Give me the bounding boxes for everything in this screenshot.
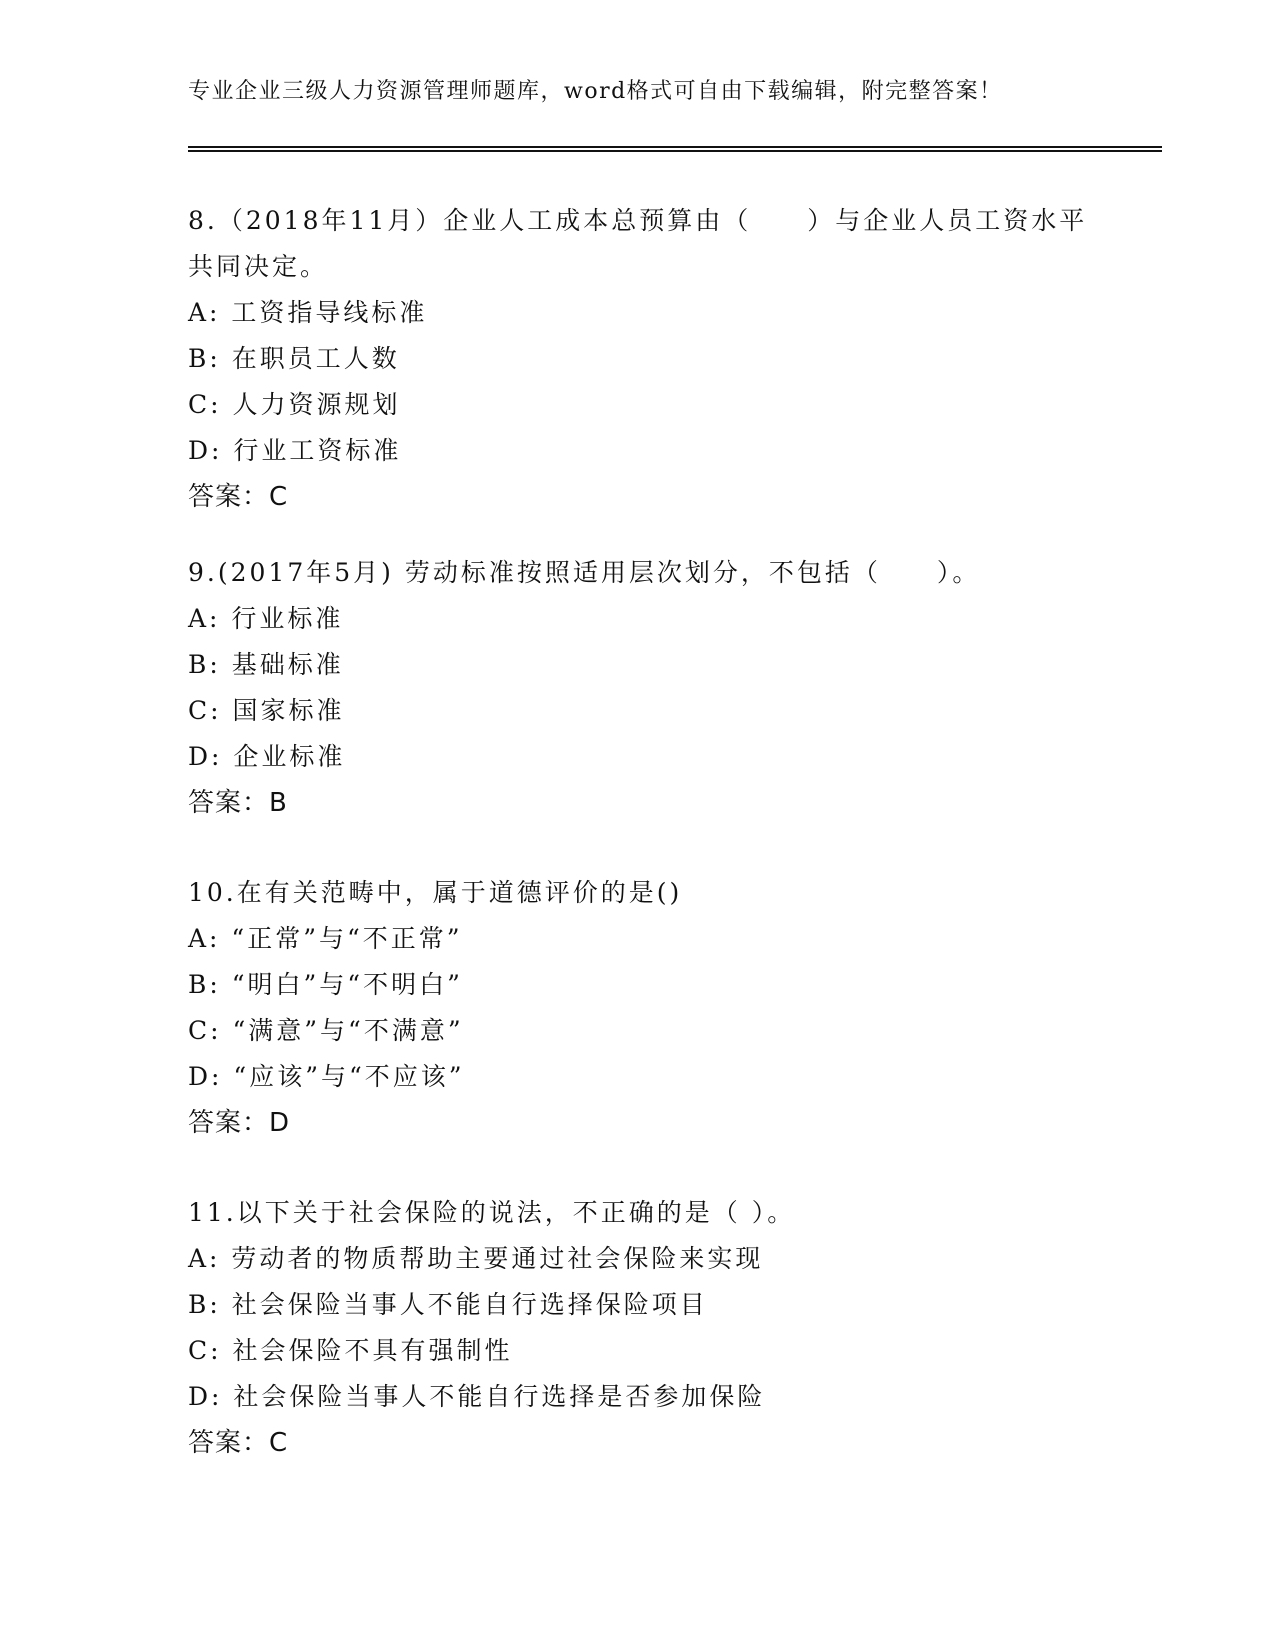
question-block [188,870,1088,1146]
answer-line: 答案：D [188,1108,291,1138]
option-b: B: 基础标准 [188,650,344,679]
option-a: A: 工资指导线标准 [188,298,428,327]
answer-line: 答案：C [188,482,289,512]
option-c: C: “满意”与“不满意” [188,1016,464,1045]
question-block [188,550,1088,826]
header-divider [188,146,1162,152]
option-b: B: 在职员工人数 [188,344,400,373]
option-a: A: 行业标准 [188,604,344,633]
option-a: A: “正常”与“不正常” [188,924,463,953]
question-block [188,1190,1088,1466]
option-d: D: 企业标准 [188,742,346,771]
option-c: C: 社会保险不具有强制性 [188,1336,513,1365]
question-stem: 8.（2018年11月）企业人工成本总预算由（ ）与企业人员工资水平共同决定。 [188,206,1088,281]
option-d: D: “应该”与“不应该” [188,1062,465,1091]
page-header: 专业企业三级人力资源管理师题库，word格式可自由下载编辑，附完整答案！ [188,79,1003,104]
question-stem: 9.(2017年5月) 劳动标准按照适用层次划分，不包括（ ）。 [188,558,981,587]
option-a: A: 劳动者的物质帮助主要通过社会保险来实现 [188,1244,764,1273]
option-d: D: 社会保险当事人不能自行选择是否参加保险 [188,1382,766,1411]
question-block [188,198,1088,520]
option-c: C: 人力资源规划 [188,390,401,419]
answer-line: 答案：B [188,788,288,818]
question-stem: 10.在有关范畴中，属于道德评价的是() [188,878,683,907]
option-b: B: “明白”与“不明白” [188,970,463,999]
option-c: C: 国家标准 [188,696,345,725]
answer-line: 答案：C [188,1428,289,1458]
option-d: D: 行业工资标准 [188,436,402,465]
question-stem: 11.以下关于社会保险的说法，不正确的是（ ）。 [188,1198,796,1227]
option-b: B: 社会保险当事人不能自行选择保险项目 [188,1290,708,1319]
